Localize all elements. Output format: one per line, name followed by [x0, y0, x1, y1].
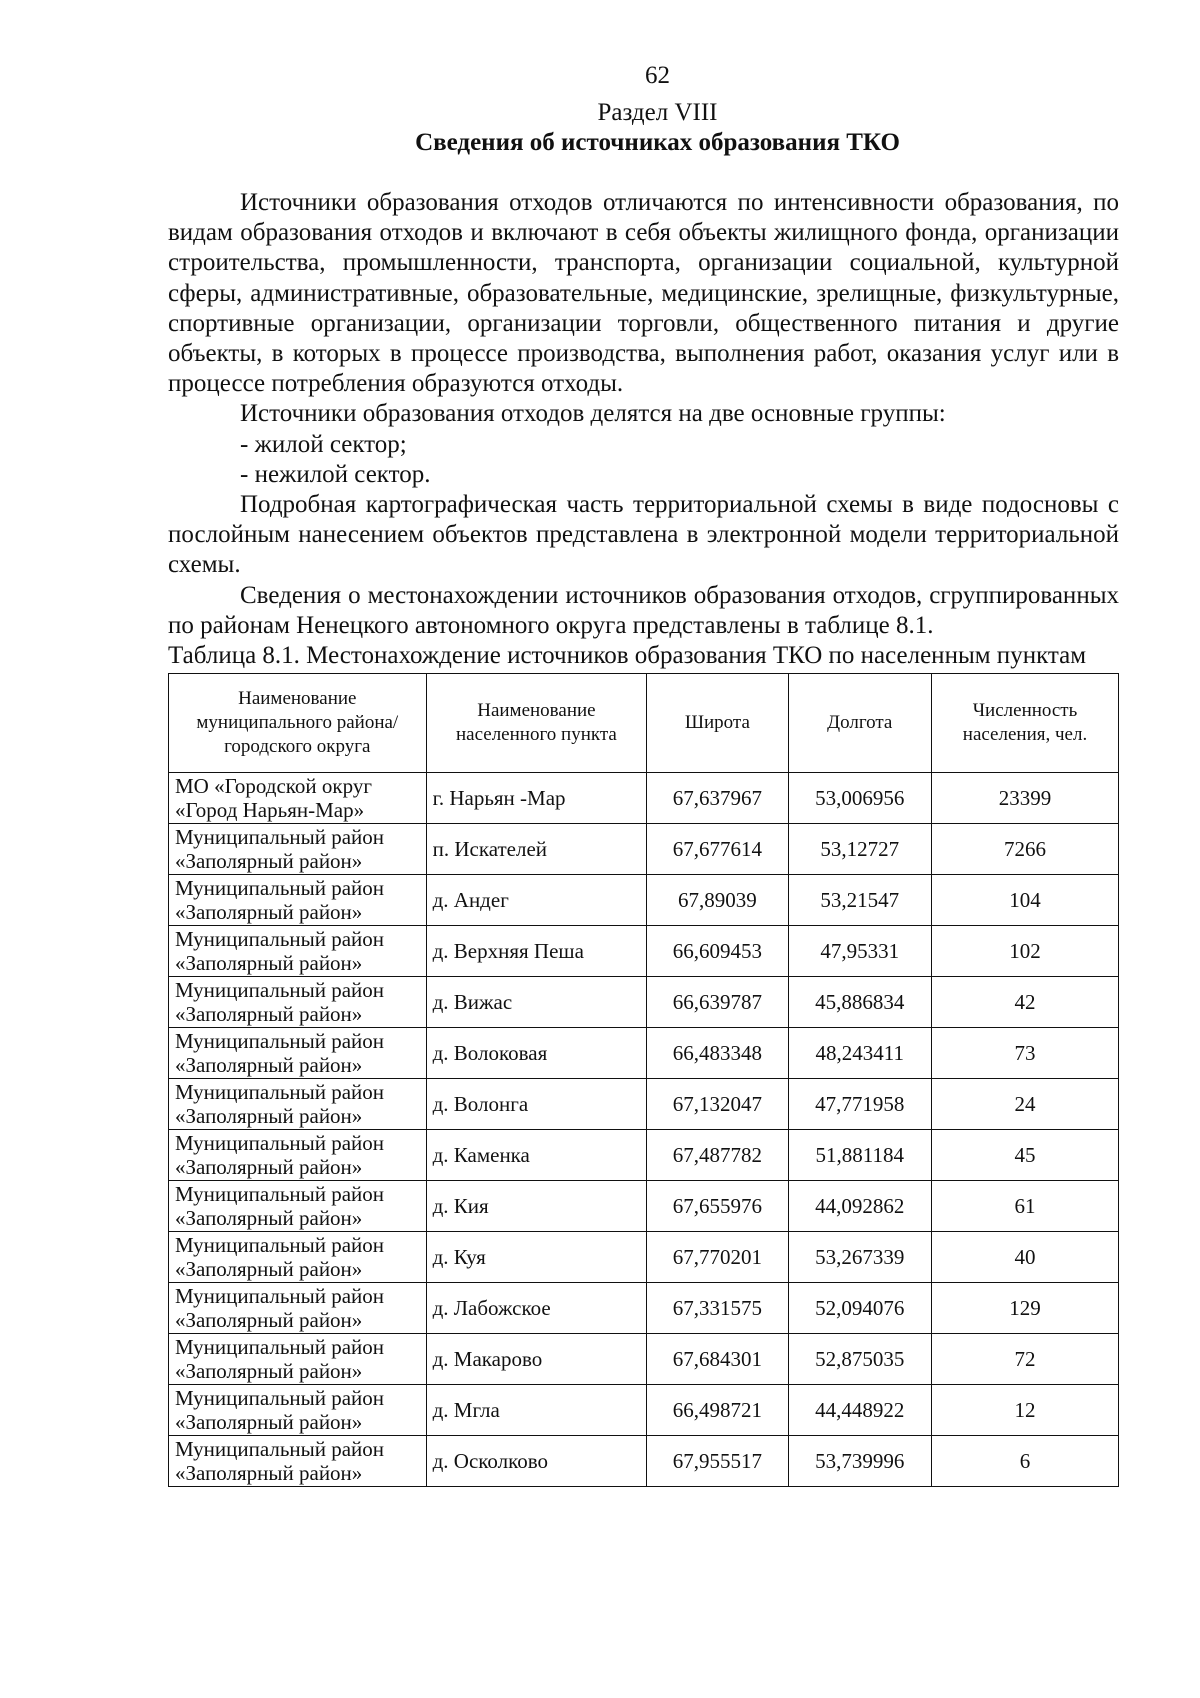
paragraph-groups: Источники образования отходов делятся на две основные группы: — [240, 400, 946, 428]
cell-district: Муниципальный район «Заполярный район» — [169, 926, 427, 977]
table-row — [169, 773, 1119, 824]
table-row — [169, 1028, 1119, 1079]
cell-longitude: 48,243411 — [788, 1028, 931, 1079]
cell-latitude: 67,655976 — [647, 1181, 788, 1232]
cell-latitude: 66,639787 — [647, 977, 788, 1028]
body-text — [168, 188, 1119, 671]
table-row — [169, 1283, 1119, 1334]
cell-longitude: 44,448922 — [788, 1385, 931, 1436]
cell-settlement: д. Волоковая — [426, 1028, 647, 1079]
cell-latitude: 67,132047 — [647, 1079, 788, 1130]
cell-population: 40 — [932, 1232, 1119, 1283]
cell-district: Муниципальный район «Заполярный район» — [169, 1079, 427, 1130]
list-item-residential: - жилой сектор; — [240, 430, 407, 458]
cell-settlement: д. Каменка — [426, 1130, 647, 1181]
table-row — [169, 977, 1119, 1028]
cell-latitude: 66,483348 — [647, 1028, 788, 1079]
table-row — [169, 926, 1119, 977]
table-row — [169, 1181, 1119, 1232]
settlements-table — [168, 673, 1119, 1487]
cell-population: 7266 — [932, 824, 1119, 875]
cell-latitude: 67,955517 — [647, 1436, 788, 1487]
cell-population: 24 — [932, 1079, 1119, 1130]
cell-settlement: п. Искателей — [426, 824, 647, 875]
table-row — [169, 1232, 1119, 1283]
cell-latitude: 66,498721 — [647, 1385, 788, 1436]
table-caption: Таблица 8.1. Местонахождение источников образования ТКО по населенным пунктам — [168, 642, 1087, 670]
cell-population: 72 — [932, 1334, 1119, 1385]
section-subtitle: Сведения об источниках образования ТКО — [415, 129, 900, 156]
cell-longitude: 53,267339 — [788, 1232, 931, 1283]
cell-population: 45 — [932, 1130, 1119, 1181]
cell-longitude: 53,006956 — [788, 773, 931, 824]
cell-settlement: д. Андег — [426, 875, 647, 926]
table-header — [169, 674, 1119, 773]
section-title: Раздел VIII — [597, 99, 718, 126]
cell-latitude: 67,487782 — [647, 1130, 788, 1181]
cell-district: Муниципальный район «Заполярный район» — [169, 824, 427, 875]
cell-settlement: д. Мгла — [426, 1385, 647, 1436]
cell-latitude: 66,609453 — [647, 926, 788, 977]
cell-latitude: 67,684301 — [647, 1334, 788, 1385]
cell-district: Муниципальный район «Заполярный район» — [169, 1130, 427, 1181]
cell-settlement: д. Верхняя Пеша — [426, 926, 647, 977]
cell-settlement: г. Нарьян -Мар — [426, 773, 647, 824]
cell-district: Муниципальный район «Заполярный район» — [169, 1436, 427, 1487]
table-row — [169, 1334, 1119, 1385]
cell-district: Муниципальный район «Заполярный район» — [169, 1232, 427, 1283]
cell-district: Муниципальный район «Заполярный район» — [169, 1028, 427, 1079]
table-header-row — [169, 674, 1119, 773]
table-row — [169, 1130, 1119, 1181]
cell-settlement: д. Осколково — [426, 1436, 647, 1487]
cell-district: Муниципальный район «Заполярный район» — [169, 1181, 427, 1232]
paragraph-sources: Источники образования отходов отличаются по интенсивности образования, по видам образования отходов и включают в себя объекты жилищного фонда, организации строительства, промышленности, транспорта, организации социальной, культурной сферы, административные, образовательные, медицинские, зрелищные, физкультурные, спортивные организации, организации торговли, общественного питания и другие объекты, в которых в процессе производства, выполнения работ, оказания услуг или в процессе потребления образуются отходы. — [168, 189, 1119, 398]
cell-population: 6 — [932, 1436, 1119, 1487]
header-longitude: Долгота — [788, 674, 931, 773]
table-body — [169, 773, 1119, 1487]
header-district: Наименование муниципального района/городского округа — [169, 674, 427, 773]
cell-longitude: 44,092862 — [788, 1181, 931, 1232]
cell-settlement: д. Куя — [426, 1232, 647, 1283]
cell-latitude: 67,770201 — [647, 1232, 788, 1283]
cell-settlement: д. Кия — [426, 1181, 647, 1232]
cell-longitude: 53,739996 — [788, 1436, 931, 1487]
table-row — [169, 1436, 1119, 1487]
cell-population: 42 — [932, 977, 1119, 1028]
cell-district: МО «Городской округ «Город Нарьян-Мар» — [169, 773, 427, 824]
table-row — [169, 875, 1119, 926]
cell-longitude: 47,95331 — [788, 926, 931, 977]
cell-population: 129 — [932, 1283, 1119, 1334]
cell-settlement: д. Лабожское — [426, 1283, 647, 1334]
cell-longitude: 52,094076 — [788, 1283, 931, 1334]
cell-settlement: д. Макарово — [426, 1334, 647, 1385]
page-number: 62 — [645, 62, 670, 89]
list-item-nonresidential: - нежилой сектор. — [240, 460, 431, 488]
table-row — [169, 1079, 1119, 1130]
cell-district: Муниципальный район «Заполярный район» — [169, 1385, 427, 1436]
cell-longitude: 47,771958 — [788, 1079, 931, 1130]
header-settlement: Наименование населенного пункта — [426, 674, 647, 773]
cell-population: 61 — [932, 1181, 1119, 1232]
cell-population: 102 — [932, 926, 1119, 977]
cell-longitude: 52,875035 — [788, 1334, 931, 1385]
cell-population: 12 — [932, 1385, 1119, 1436]
cell-latitude: 67,677614 — [647, 824, 788, 875]
cell-population: 73 — [932, 1028, 1119, 1079]
cell-district: Муниципальный район «Заполярный район» — [169, 1334, 427, 1385]
cell-district: Муниципальный район «Заполярный район» — [169, 977, 427, 1028]
cell-latitude: 67,637967 — [647, 773, 788, 824]
cell-settlement: д. Волонга — [426, 1079, 647, 1130]
paragraph-cartography: Подробная картографическая часть территориальной схемы в виде подосновы с послойным нанесением объектов представлена в электронной модели территориальной схемы. — [168, 491, 1119, 579]
document-page — [168, 62, 1119, 1487]
header-latitude: Широта — [647, 674, 788, 773]
cell-latitude: 67,331575 — [647, 1283, 788, 1334]
cell-population: 104 — [932, 875, 1119, 926]
cell-settlement: д. Вижас — [426, 977, 647, 1028]
header-population: Численность населения, чел. — [932, 674, 1119, 773]
cell-longitude: 51,881184 — [788, 1130, 931, 1181]
cell-district: Муниципальный район «Заполярный район» — [169, 1283, 427, 1334]
table-row — [169, 824, 1119, 875]
cell-longitude: 53,12727 — [788, 824, 931, 875]
table-row — [169, 1385, 1119, 1436]
cell-longitude: 53,21547 — [788, 875, 931, 926]
cell-population: 23399 — [932, 773, 1119, 824]
cell-latitude: 67,89039 — [647, 875, 788, 926]
cell-district: Муниципальный район «Заполярный район» — [169, 875, 427, 926]
cell-longitude: 45,886834 — [788, 977, 931, 1028]
paragraph-location: Сведения о местонахождении источников образования отходов, сгруппированных по районам Ненецкого автономного округа представлены в таблице 8.1. — [168, 581, 1119, 639]
